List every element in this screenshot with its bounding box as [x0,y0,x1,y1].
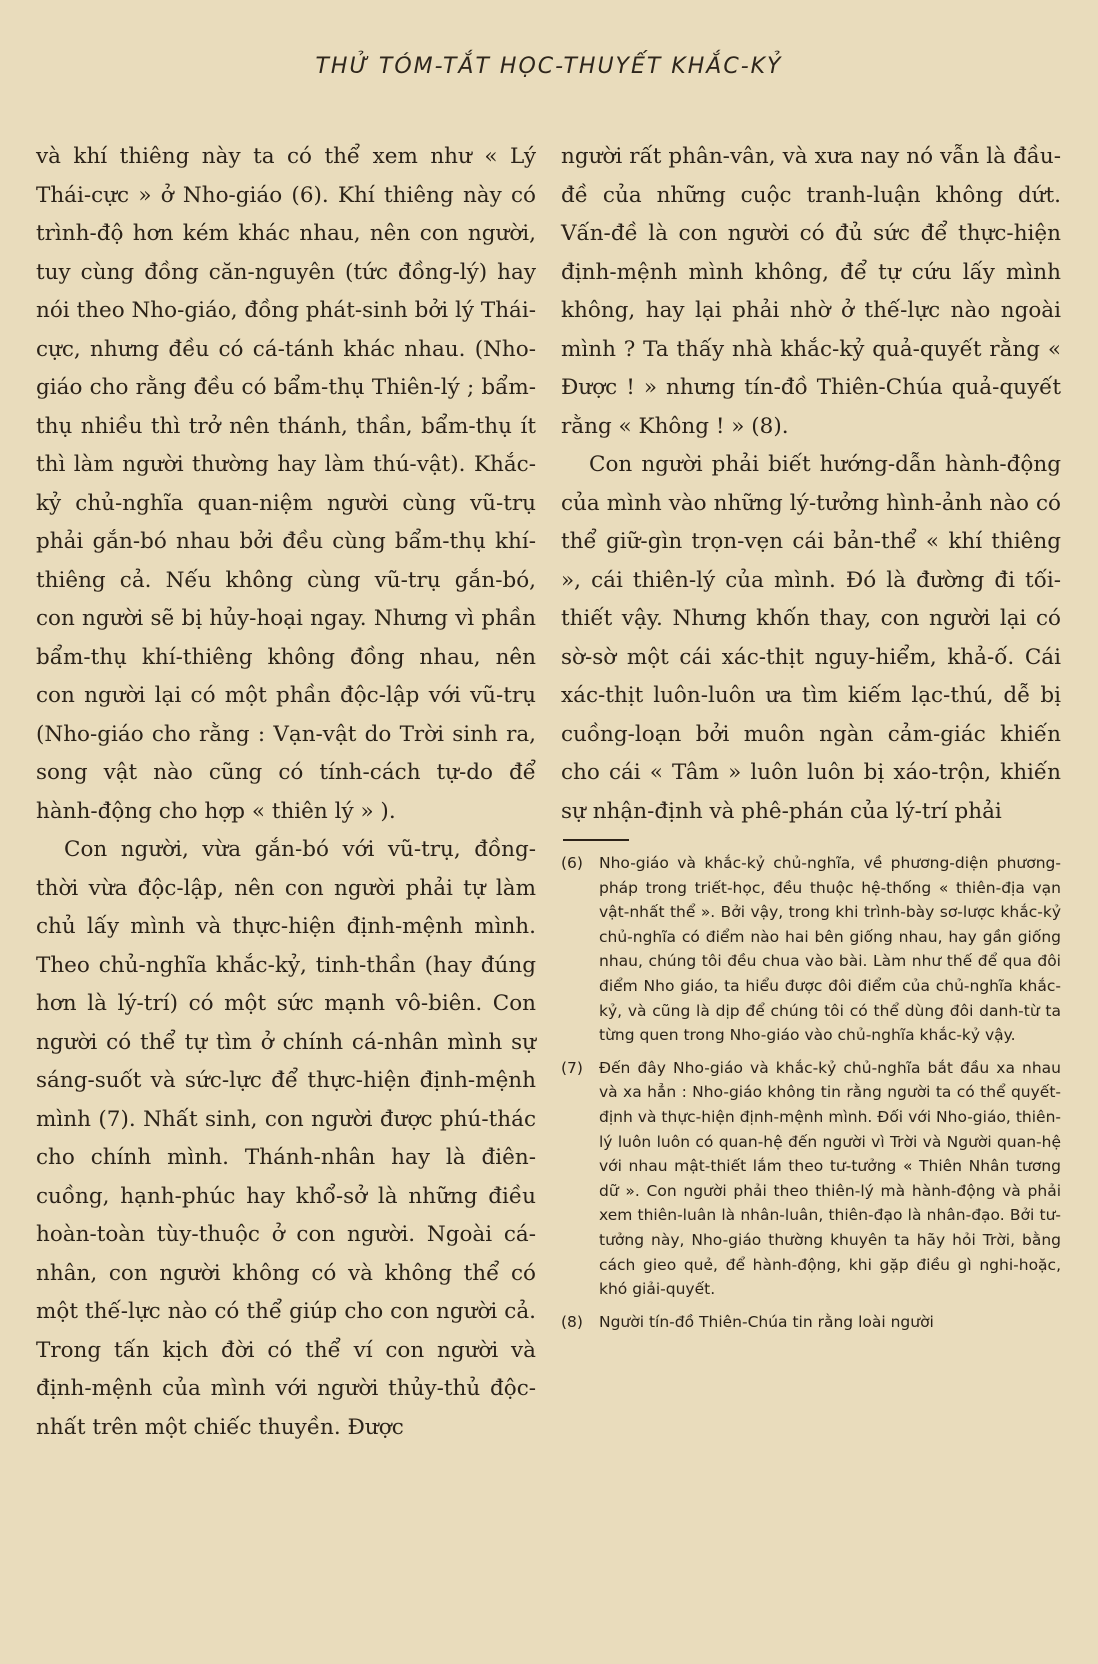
footnote-divider [563,839,629,841]
right-column [561,138,1061,1342]
left-column [36,138,536,1447]
footnote [561,1310,1061,1335]
footnote-number: (8) [561,1312,583,1331]
footnote-number: (7) [561,1058,583,1077]
body-paragraph: Con người, vừa gắn-bó với vũ-trụ, đồng-thời vừa độc-lập, nên con người phải tự làm chủ lấy mình và thực-hiện định-mệnh mình. Theo chủ-nghĩa khắc-kỷ, tinh-thần (hay đúng hơn là lý-trí) có một sức mạnh vô-biên. Con người có thể tự tìm ở chính cá-nhân mình sự sáng-suốt và sức-lực để thực-hiện định-mệnh mình (7). Nhất sinh, con người được phú-thác cho chính mình. Thánh-nhân hay là điên-cuồng, hạnh-phúc hay khổ-sở là những điều hoàn-toàn tùy-thuộc ở con người. Ngoài cá-nhân, con người không có và không thể có một thế-lực nào có thể giúp cho con người cả. Trong tấn kịch đời có thể ví con người và định-mệnh của mình với người thủy-thủ độc-nhất trên một chiếc thuyền. Được [36,837,536,1440]
body-paragraph: Con người phải biết hướng-dẫn hành-động của mình vào những lý-tưởng hình-ảnh nào có thể giữ-gìn trọn-vẹn cái bản-thể « khí thiêng », cái thiên-lý của mình. Đó là đường đi tối-thiết vậy. Nhưng khốn thay, con người lại có sờ-sờ một cái xác-thịt nguy-hiểm, khả-ố. Cái xác-thịt luôn-luôn ưa tìm kiếm lạc-thú, dễ bị cuồng-loạn bởi muôn ngàn cảm-giác khiến cho cái « Tâm » luôn luôn bị xáo-trộn, khiến sự nhận-định và phê-phán của lý-trí phải [561,452,1061,824]
footnote-text: Nho-giáo và khắc-kỷ chủ-nghĩa, về phương-diện phương-pháp trong triết-học, đều thuộc hệ-thống « thiên-địa vạn vật-nhất thể ». Bởi vậy, trong khi trình-bày sơ-lược khắc-kỷ chủ-nghĩa có điểm nào hai bên giống nhau, hay gần giống nhau, chúng tôi đều chua vào bài. Làm như thế để qua đôi điểm Nho giáo, ta hiểu được đôi điểm của chủ-nghĩa khắc-kỷ, và cũng là dịp để chúng tôi có thể dùng đôi danh-từ ta từng quen trong Nho-giáo vào chủ-nghĩa khắc-kỷ vậy. [599,854,1061,1045]
body-paragraph: và khí thiêng này ta có thể xem như « Lý Thái-cực » ở Nho-giáo (6). Khí thiêng này có trình-độ hơn kém khác nhau, nên con người, tuy cùng đồng căn-nguyên (tức đồng-lý) hay nói theo Nho-giáo, đồng phát-sinh bởi lý Thái-cực, nhưng đều có cá-tánh khác nhau. (Nho-giáo cho rằng đều có bẩm-thụ Thiên-lý ; bẩm-thụ nhiều thì trở nên thánh, thần, bẩm-thụ ít thì làm người thường hay làm thú-vật). Khắc-kỷ chủ-nghĩa quan-niệm người cùng vũ-trụ phải gắn-bó nhau bởi đều cùng bẩm-thụ khí-thiêng cả. Nếu không cùng vũ-trụ gắn-bó, con người sẽ bị hủy-hoại ngay. Nhưng vì phần bẩm-thụ khí-thiêng không đồng nhau, nên con người lại có một phần độc-lập với vũ-trụ (Nho-giáo cho rằng : Vạn-vật do Trời sinh ra, song vật nào cũng có tính-cách tự-do để hành-động cho hợp « thiên lý » ). [36,144,536,824]
footnote [561,1056,1061,1302]
body-paragraph: người rất phân-vân, và xưa nay nó vẫn là đầu-đề của những cuộc tranh-luận không dứt. Vấn-đề là con người có đủ sức để thực-hiện định-mệnh mình không, để tự cứu lấy mình không, hay lại phải nhờ ở thế-lực nào ngoài mình ? Ta thấy nhà khắc-kỷ quả-quyết rằng « Được ! » nhưng tín-đồ Thiên-Chúa quả-quyết rằng « Không ! » (8). [561,144,1061,439]
footnote-text: Đến đây Nho-giáo và khắc-kỷ chủ-nghĩa bắt đầu xa nhau và xa hẳn : Nho-giáo không tin rằng người ta có thể quyết-định và thực-hiện định-mệnh mình. Đối với Nho-giáo, thiên-lý luôn luôn có quan-hệ đến người vì Trời và Người quan-hệ với nhau mật-thiết lắm theo tư-tưởng « Thiên Nhân tương dữ ». Con người phải theo thiên-lý mà hành-động và phải xem thiên-luân là nhân-luân, thiên-đạo là nhân-đạo. Bởi tư-tưởng này, Nho-giáo thường khuyên ta hãy hỏi Trời, bằng cách gieo quẻ, để hành-động, khi gặp điều gì nghi-hoặc, khó giải-quyết. [599,1058,1061,1299]
running-title: THỬ TÓM-TẮT HỌC-THUYẾT KHẮC-KỶ [315,54,783,79]
footnote-number: (6) [561,854,583,872]
footnote [561,851,1061,1048]
footnote-text: Người tín-đồ Thiên-Chúa tin rằng loài người [599,1312,934,1331]
